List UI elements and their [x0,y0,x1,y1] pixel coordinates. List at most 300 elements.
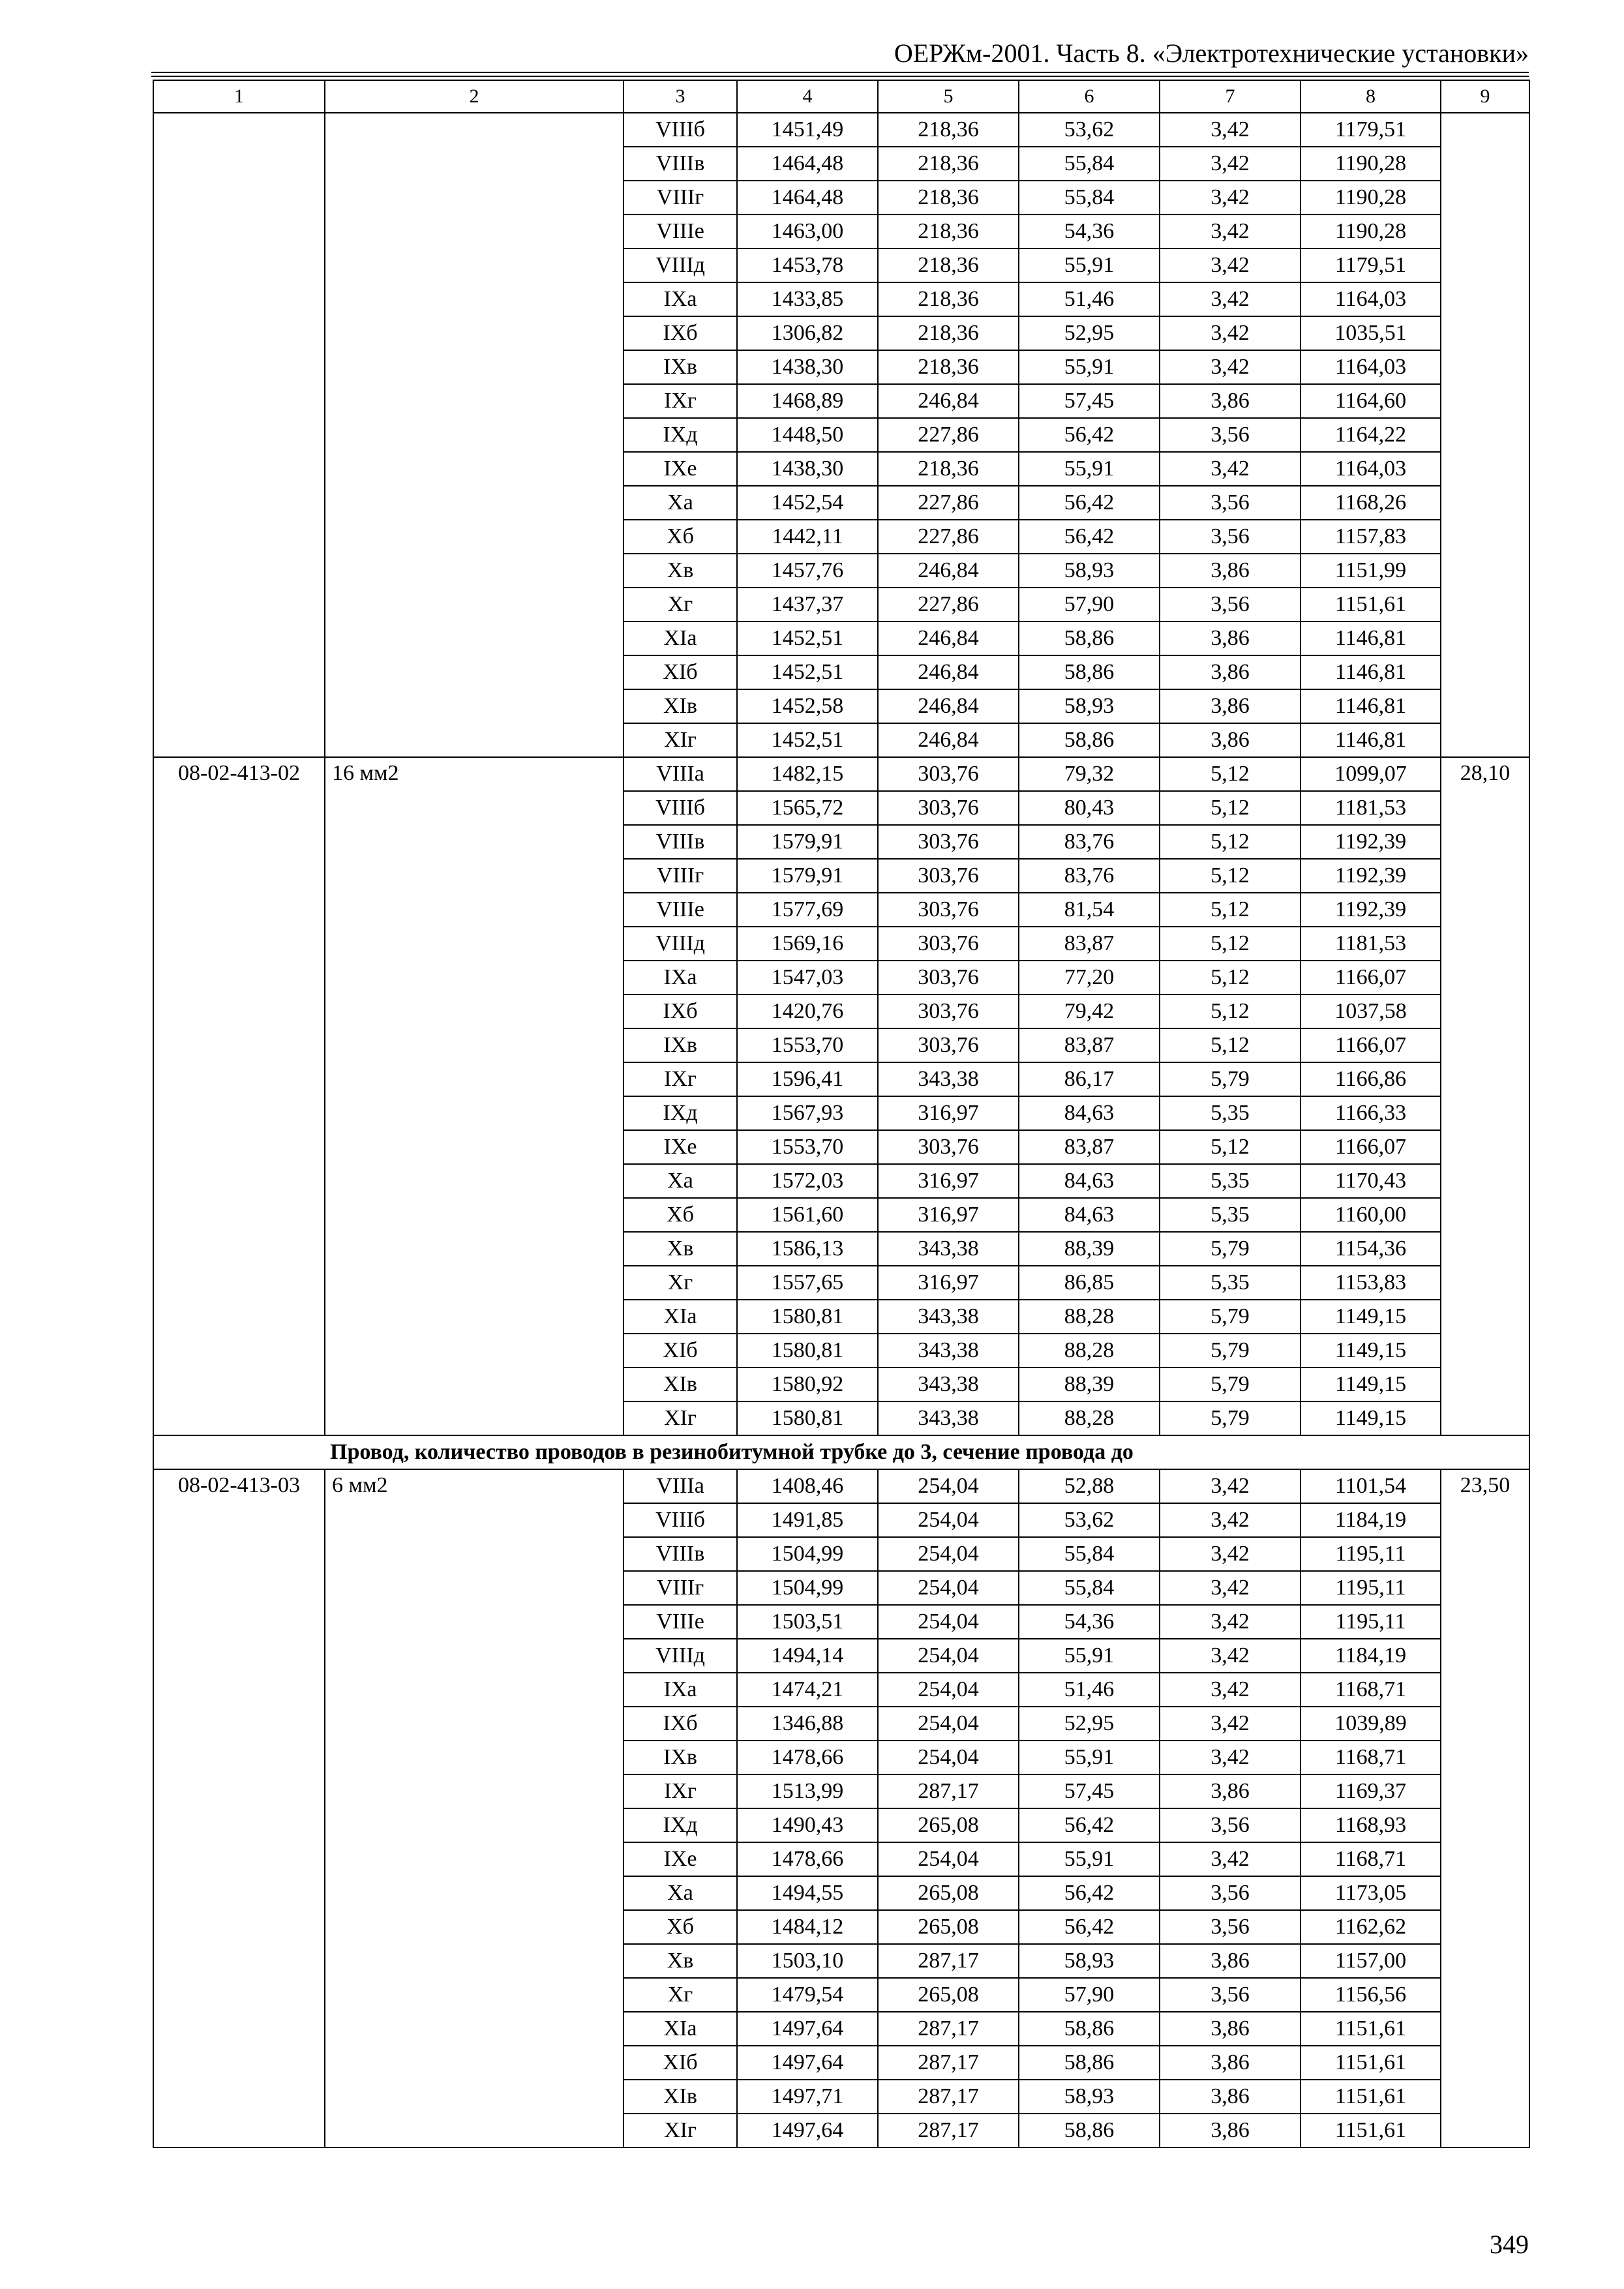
cell-col-6: 79,42 [1019,995,1160,1028]
cell-col-7: 3,42 [1160,1639,1301,1673]
cell-col-7: 5,12 [1160,825,1301,859]
cell-col-3: XIб [624,655,737,689]
cell-col-5: 287,17 [878,2080,1019,2114]
cell-col-3: XIв [624,2080,737,2114]
cell-col-6: 56,42 [1019,1910,1160,1944]
cell-col-3: IXе [624,452,737,486]
cell-col-3: VIIIг [624,1571,737,1605]
cell-col-4: 1513,99 [737,1774,878,1808]
cell-col-3: Xа [624,486,737,520]
cell-col-5: 254,04 [878,1639,1019,1673]
cell-col-8: 1184,19 [1301,1503,1441,1537]
cell-col-5: 218,36 [878,350,1019,384]
cell-col-7: 3,56 [1160,1808,1301,1842]
cell-col-4: 1494,55 [737,1876,878,1910]
cell-col-8: 1168,71 [1301,1741,1441,1774]
cell-col-6: 79,32 [1019,757,1160,791]
cell-col-3: XIб [624,2046,737,2080]
cell-col-5: 343,38 [878,1300,1019,1334]
cell-col-5: 287,17 [878,2046,1019,2080]
cell-col-6: 58,86 [1019,723,1160,757]
column-header-3: 3 [624,80,737,113]
cell-col-7: 5,12 [1160,859,1301,893]
cell-col-4: 1491,85 [737,1503,878,1537]
cell-col-6: 58,86 [1019,2046,1160,2080]
cell-col-4: 1579,91 [737,859,878,893]
cell-col-3: XIа [624,2012,737,2046]
cell-col-7: 3,86 [1160,1774,1301,1808]
cell-col-4: 1437,37 [737,588,878,621]
cell-col-7: 3,42 [1160,1571,1301,1605]
section-heading-row [153,1435,1529,1469]
page-number: 349 [1490,2230,1529,2259]
cell-col-5: 303,76 [878,1028,1019,1062]
cell-col-4: 1452,51 [737,723,878,757]
cell-col-8: 1164,03 [1301,452,1441,486]
cell-col-7: 5,35 [1160,1198,1301,1232]
cell-col-6: 77,20 [1019,961,1160,995]
cell-col-8: 1151,61 [1301,2012,1441,2046]
cell-col-8: 1168,26 [1301,486,1441,520]
rate-name-cell: 16 мм2 [325,757,624,1435]
cell-col-3: Xб [624,1910,737,1944]
cell-col-5: 254,04 [878,1741,1019,1774]
cell-col-8: 1146,81 [1301,689,1441,723]
cell-col-4: 1346,88 [737,1707,878,1741]
cell-col-5: 227,86 [878,588,1019,621]
cell-col-4: 1547,03 [737,961,878,995]
cell-col-7: 3,42 [1160,1605,1301,1639]
cell-col-7: 3,86 [1160,723,1301,757]
cell-col-7: 3,56 [1160,418,1301,452]
cell-col-3: Xг [624,588,737,621]
cell-col-4: 1452,58 [737,689,878,723]
cell-col-4: 1561,60 [737,1198,878,1232]
cell-col-5: 218,36 [878,181,1019,215]
cell-col-8: 1151,61 [1301,2046,1441,2080]
cell-col-7: 3,56 [1160,1978,1301,2012]
cell-col-5: 246,84 [878,621,1019,655]
cell-col-6: 55,91 [1019,1741,1160,1774]
cell-col-6: 83,76 [1019,825,1160,859]
cell-col-3: IXа [624,282,737,316]
cell-col-5: 303,76 [878,1130,1019,1164]
cell-col-8: 1173,05 [1301,1876,1441,1910]
cell-col-4: 1478,66 [737,1842,878,1876]
cell-col-7: 5,35 [1160,1096,1301,1130]
cell-col-3: IXб [624,1707,737,1741]
cell-col-8: 1190,28 [1301,181,1441,215]
cell-col-4: 1478,66 [737,1741,878,1774]
cell-col-7: 5,12 [1160,757,1301,791]
cell-col-4: 1474,21 [737,1673,878,1707]
cell-col-5: 303,76 [878,757,1019,791]
cell-col-3: IXв [624,1028,737,1062]
cell-col-3: IXд [624,1096,737,1130]
cell-col-5: 287,17 [878,2114,1019,2147]
cell-col-7: 3,42 [1160,113,1301,147]
cell-col-4: 1567,93 [737,1096,878,1130]
cell-col-3: Xа [624,1164,737,1198]
cell-col-8: 1166,07 [1301,1028,1441,1062]
running-header: ОЕРЖм-2001. Часть 8. «Электротехнические установки» [894,38,1529,68]
cell-col-6: 81,54 [1019,893,1160,927]
cell-col-8: 1151,61 [1301,2080,1441,2114]
rate-name-cell: 6 мм2 [325,1469,624,2147]
cell-col-6: 84,63 [1019,1198,1160,1232]
cell-col-8: 1166,07 [1301,1130,1441,1164]
cell-col-5: 218,36 [878,452,1019,486]
cell-col-4: 1490,43 [737,1808,878,1842]
cell-col-6: 83,87 [1019,1028,1160,1062]
cell-col-6: 57,90 [1019,588,1160,621]
cell-col-8: 1190,28 [1301,147,1441,181]
cell-col-3: VIIIб [624,113,737,147]
cell-col-8: 1151,61 [1301,588,1441,621]
cell-col-8: 1035,51 [1301,316,1441,350]
col9-value-cell [1441,113,1529,757]
cell-col-3: IXб [624,995,737,1028]
cell-col-3: Xв [624,1232,737,1266]
cell-col-7: 3,42 [1160,1537,1301,1571]
table-row [153,113,1529,147]
cell-col-6: 53,62 [1019,113,1160,147]
cell-col-6: 86,85 [1019,1266,1160,1300]
cell-col-7: 3,42 [1160,248,1301,282]
cell-col-3: Xг [624,1978,737,2012]
cell-col-3: VIIIе [624,893,737,927]
cell-col-6: 56,42 [1019,520,1160,554]
cell-col-8: 1039,89 [1301,1707,1441,1741]
cell-col-8: 1149,15 [1301,1401,1441,1435]
cell-col-3: VIIIб [624,1503,737,1537]
cell-col-3: XIг [624,723,737,757]
cell-col-4: 1452,54 [737,486,878,520]
cell-col-4: 1438,30 [737,452,878,486]
cell-col-4: 1553,70 [737,1028,878,1062]
cell-col-4: 1306,82 [737,316,878,350]
cell-col-4: 1504,99 [737,1537,878,1571]
col9-value-cell: 23,50 [1441,1469,1529,2147]
cell-col-7: 3,42 [1160,1503,1301,1537]
cell-col-3: IXб [624,316,737,350]
cell-col-4: 1580,81 [737,1401,878,1435]
column-header-8: 8 [1301,80,1441,113]
col9-value-cell: 28,10 [1441,757,1529,1435]
cell-col-7: 3,56 [1160,1910,1301,1944]
cell-col-5: 343,38 [878,1368,1019,1401]
cell-col-4: 1452,51 [737,621,878,655]
cell-col-5: 316,97 [878,1096,1019,1130]
cell-col-5: 246,84 [878,689,1019,723]
cell-col-3: VIIIв [624,147,737,181]
cell-col-7: 5,79 [1160,1334,1301,1368]
cell-col-8: 1168,71 [1301,1673,1441,1707]
cell-col-8: 1181,53 [1301,927,1441,961]
cell-col-4: 1580,81 [737,1300,878,1334]
cell-col-6: 55,84 [1019,181,1160,215]
cell-col-6: 55,84 [1019,1571,1160,1605]
cell-col-3: VIIIа [624,1469,737,1503]
cell-col-7: 3,42 [1160,1673,1301,1707]
cell-col-3: IXв [624,1741,737,1774]
cell-col-3: Xб [624,520,737,554]
cell-col-8: 1169,37 [1301,1774,1441,1808]
cell-col-5: 254,04 [878,1842,1019,1876]
cell-col-6: 51,46 [1019,1673,1160,1707]
cell-col-7: 3,42 [1160,1741,1301,1774]
cell-col-3: VIIIд [624,248,737,282]
cell-col-6: 55,84 [1019,147,1160,181]
cell-col-8: 1156,56 [1301,1978,1441,2012]
column-header-4: 4 [737,80,878,113]
cell-col-5: 303,76 [878,791,1019,825]
cell-col-7: 3,42 [1160,147,1301,181]
cell-col-5: 303,76 [878,927,1019,961]
cell-col-8: 1168,93 [1301,1808,1441,1842]
cell-col-5: 303,76 [878,825,1019,859]
cell-col-6: 56,42 [1019,1876,1160,1910]
cell-col-5: 218,36 [878,215,1019,248]
cell-col-5: 287,17 [878,1944,1019,1978]
cell-col-8: 1154,36 [1301,1232,1441,1266]
cell-col-5: 246,84 [878,384,1019,418]
cell-col-7: 5,79 [1160,1232,1301,1266]
cell-col-8: 1166,86 [1301,1062,1441,1096]
cell-col-7: 3,42 [1160,215,1301,248]
cell-col-7: 5,35 [1160,1164,1301,1198]
cell-col-5: 343,38 [878,1062,1019,1096]
cell-col-5: 218,36 [878,248,1019,282]
cell-col-4: 1596,41 [737,1062,878,1096]
cell-col-4: 1497,64 [737,2012,878,2046]
cell-col-4: 1497,71 [737,2080,878,2114]
cell-col-3: VIIIв [624,1537,737,1571]
cell-col-8: 1164,03 [1301,350,1441,384]
cell-col-7: 5,12 [1160,995,1301,1028]
cell-col-6: 55,91 [1019,350,1160,384]
cell-col-8: 1192,39 [1301,859,1441,893]
cell-col-6: 55,91 [1019,248,1160,282]
cell-col-3: VIIIг [624,859,737,893]
cell-col-4: 1420,76 [737,995,878,1028]
cell-col-8: 1164,22 [1301,418,1441,452]
cell-col-5: 227,86 [878,486,1019,520]
cell-col-3: XIв [624,689,737,723]
column-number-row [153,80,1529,113]
cell-col-7: 3,86 [1160,2046,1301,2080]
cell-col-7: 3,56 [1160,588,1301,621]
cell-col-5: 218,36 [878,282,1019,316]
cell-col-6: 56,42 [1019,486,1160,520]
cell-col-8: 1192,39 [1301,893,1441,927]
cell-col-5: 254,04 [878,1571,1019,1605]
cell-col-8: 1192,39 [1301,825,1441,859]
cell-col-7: 5,12 [1160,1028,1301,1062]
cell-col-8: 1181,53 [1301,791,1441,825]
cell-col-7: 5,79 [1160,1368,1301,1401]
cell-col-7: 3,42 [1160,1469,1301,1503]
cell-col-8: 1195,11 [1301,1537,1441,1571]
cell-col-3: Xв [624,1944,737,1978]
table-row [153,1469,1529,1503]
cell-col-8: 1149,15 [1301,1368,1441,1401]
cell-col-5: 303,76 [878,893,1019,927]
cell-col-6: 55,91 [1019,1842,1160,1876]
cell-col-3: VIIIг [624,181,737,215]
cell-col-7: 5,79 [1160,1401,1301,1435]
cell-col-4: 1464,48 [737,147,878,181]
cell-col-5: 246,84 [878,723,1019,757]
cell-col-7: 3,86 [1160,2114,1301,2147]
cell-col-7: 5,12 [1160,927,1301,961]
cell-col-6: 83,87 [1019,1130,1160,1164]
cell-col-8: 1195,11 [1301,1605,1441,1639]
cell-col-6: 84,63 [1019,1164,1160,1198]
cell-col-3: XIа [624,621,737,655]
cell-col-4: 1463,00 [737,215,878,248]
rate-code-cell: 08-02-413-02 [153,757,325,1435]
cell-col-7: 5,35 [1160,1266,1301,1300]
cell-col-3: Xб [624,1198,737,1232]
cell-col-5: 246,84 [878,655,1019,689]
cell-col-7: 5,79 [1160,1062,1301,1096]
cell-col-7: 3,56 [1160,1876,1301,1910]
cell-col-8: 1164,60 [1301,384,1441,418]
cell-col-8: 1184,19 [1301,1639,1441,1673]
cell-col-4: 1484,12 [737,1910,878,1944]
cell-col-5: 254,04 [878,1605,1019,1639]
cell-col-8: 1153,83 [1301,1266,1441,1300]
cell-col-4: 1482,15 [737,757,878,791]
cell-col-4: 1452,51 [737,655,878,689]
column-header-6: 6 [1019,80,1160,113]
cell-col-3: IXг [624,1062,737,1096]
cell-col-5: 265,08 [878,1910,1019,1944]
cell-col-3: IXе [624,1842,737,1876]
cell-col-3: IXа [624,961,737,995]
cell-col-5: 254,04 [878,1537,1019,1571]
cell-col-5: 287,17 [878,1774,1019,1808]
column-header-9: 9 [1441,80,1529,113]
cell-col-3: IXг [624,1774,737,1808]
cell-col-7: 3,86 [1160,621,1301,655]
cell-col-3: VIIIв [624,825,737,859]
cell-col-7: 5,12 [1160,791,1301,825]
cell-col-3: VIIIд [624,1639,737,1673]
cell-col-6: 86,17 [1019,1062,1160,1096]
cell-col-8: 1146,81 [1301,621,1441,655]
cell-col-5: 303,76 [878,961,1019,995]
cell-col-5: 254,04 [878,1707,1019,1741]
cell-col-8: 1162,62 [1301,1910,1441,1944]
cell-col-7: 5,12 [1160,1130,1301,1164]
cell-col-6: 58,86 [1019,655,1160,689]
cell-col-3: XIб [624,1334,737,1368]
cell-col-6: 58,93 [1019,2080,1160,2114]
cell-col-6: 55,91 [1019,452,1160,486]
cell-col-4: 1448,50 [737,418,878,452]
cell-col-4: 1442,11 [737,520,878,554]
cell-col-4: 1503,51 [737,1605,878,1639]
cell-col-5: 218,36 [878,147,1019,181]
cell-col-6: 52,88 [1019,1469,1160,1503]
cell-col-3: XIа [624,1300,737,1334]
cell-col-4: 1569,16 [737,927,878,961]
cell-col-8: 1037,58 [1301,995,1441,1028]
cell-col-6: 56,42 [1019,418,1160,452]
cell-col-8: 1149,15 [1301,1300,1441,1334]
cell-col-8: 1151,61 [1301,2114,1441,2147]
cell-col-8: 1190,28 [1301,215,1441,248]
cell-col-6: 58,93 [1019,554,1160,588]
cell-col-7: 5,12 [1160,961,1301,995]
cell-col-4: 1468,89 [737,384,878,418]
cell-col-6: 51,46 [1019,282,1160,316]
cell-col-4: 1503,10 [737,1944,878,1978]
cell-col-8: 1166,07 [1301,961,1441,995]
cell-col-4: 1572,03 [737,1164,878,1198]
cell-col-6: 88,28 [1019,1300,1160,1334]
cell-col-7: 5,12 [1160,893,1301,927]
cell-col-4: 1580,92 [737,1368,878,1401]
cell-col-3: Xг [624,1266,737,1300]
cell-col-5: 303,76 [878,995,1019,1028]
cell-col-8: 1179,51 [1301,248,1441,282]
column-header-1: 1 [153,80,325,113]
cell-col-4: 1553,70 [737,1130,878,1164]
cell-col-6: 83,87 [1019,927,1160,961]
rate-code-cell [153,113,325,757]
cell-col-5: 218,36 [878,316,1019,350]
cell-col-6: 88,39 [1019,1368,1160,1401]
cell-col-4: 1580,81 [737,1334,878,1368]
cell-col-4: 1557,65 [737,1266,878,1300]
cell-col-6: 52,95 [1019,316,1160,350]
cell-col-3: XIв [624,1368,737,1401]
cell-col-6: 58,86 [1019,2114,1160,2147]
cell-col-8: 1157,83 [1301,520,1441,554]
cell-col-6: 53,62 [1019,1503,1160,1537]
cell-col-4: 1479,54 [737,1978,878,2012]
cell-col-7: 3,86 [1160,384,1301,418]
cell-col-7: 3,86 [1160,1944,1301,1978]
cell-col-7: 3,86 [1160,689,1301,723]
cell-col-6: 83,76 [1019,859,1160,893]
cell-col-6: 84,63 [1019,1096,1160,1130]
table-row [153,757,1529,791]
cell-col-8: 1146,81 [1301,655,1441,689]
cell-col-5: 303,76 [878,859,1019,893]
cell-col-6: 55,84 [1019,1537,1160,1571]
cell-col-3: IXв [624,350,737,384]
cell-col-5: 265,08 [878,1808,1019,1842]
cell-col-6: 58,93 [1019,1944,1160,1978]
column-header-7: 7 [1160,80,1301,113]
cell-col-4: 1438,30 [737,350,878,384]
cell-col-8: 1166,33 [1301,1096,1441,1130]
cell-col-3: IXд [624,418,737,452]
cell-col-5: 254,04 [878,1503,1019,1537]
rate-name-cell [325,113,624,757]
cell-col-4: 1497,64 [737,2114,878,2147]
cell-col-8: 1195,11 [1301,1571,1441,1605]
cell-col-5: 343,38 [878,1232,1019,1266]
cell-col-4: 1464,48 [737,181,878,215]
cell-col-6: 54,36 [1019,215,1160,248]
cell-col-7: 3,86 [1160,655,1301,689]
table-body [153,113,1529,2147]
